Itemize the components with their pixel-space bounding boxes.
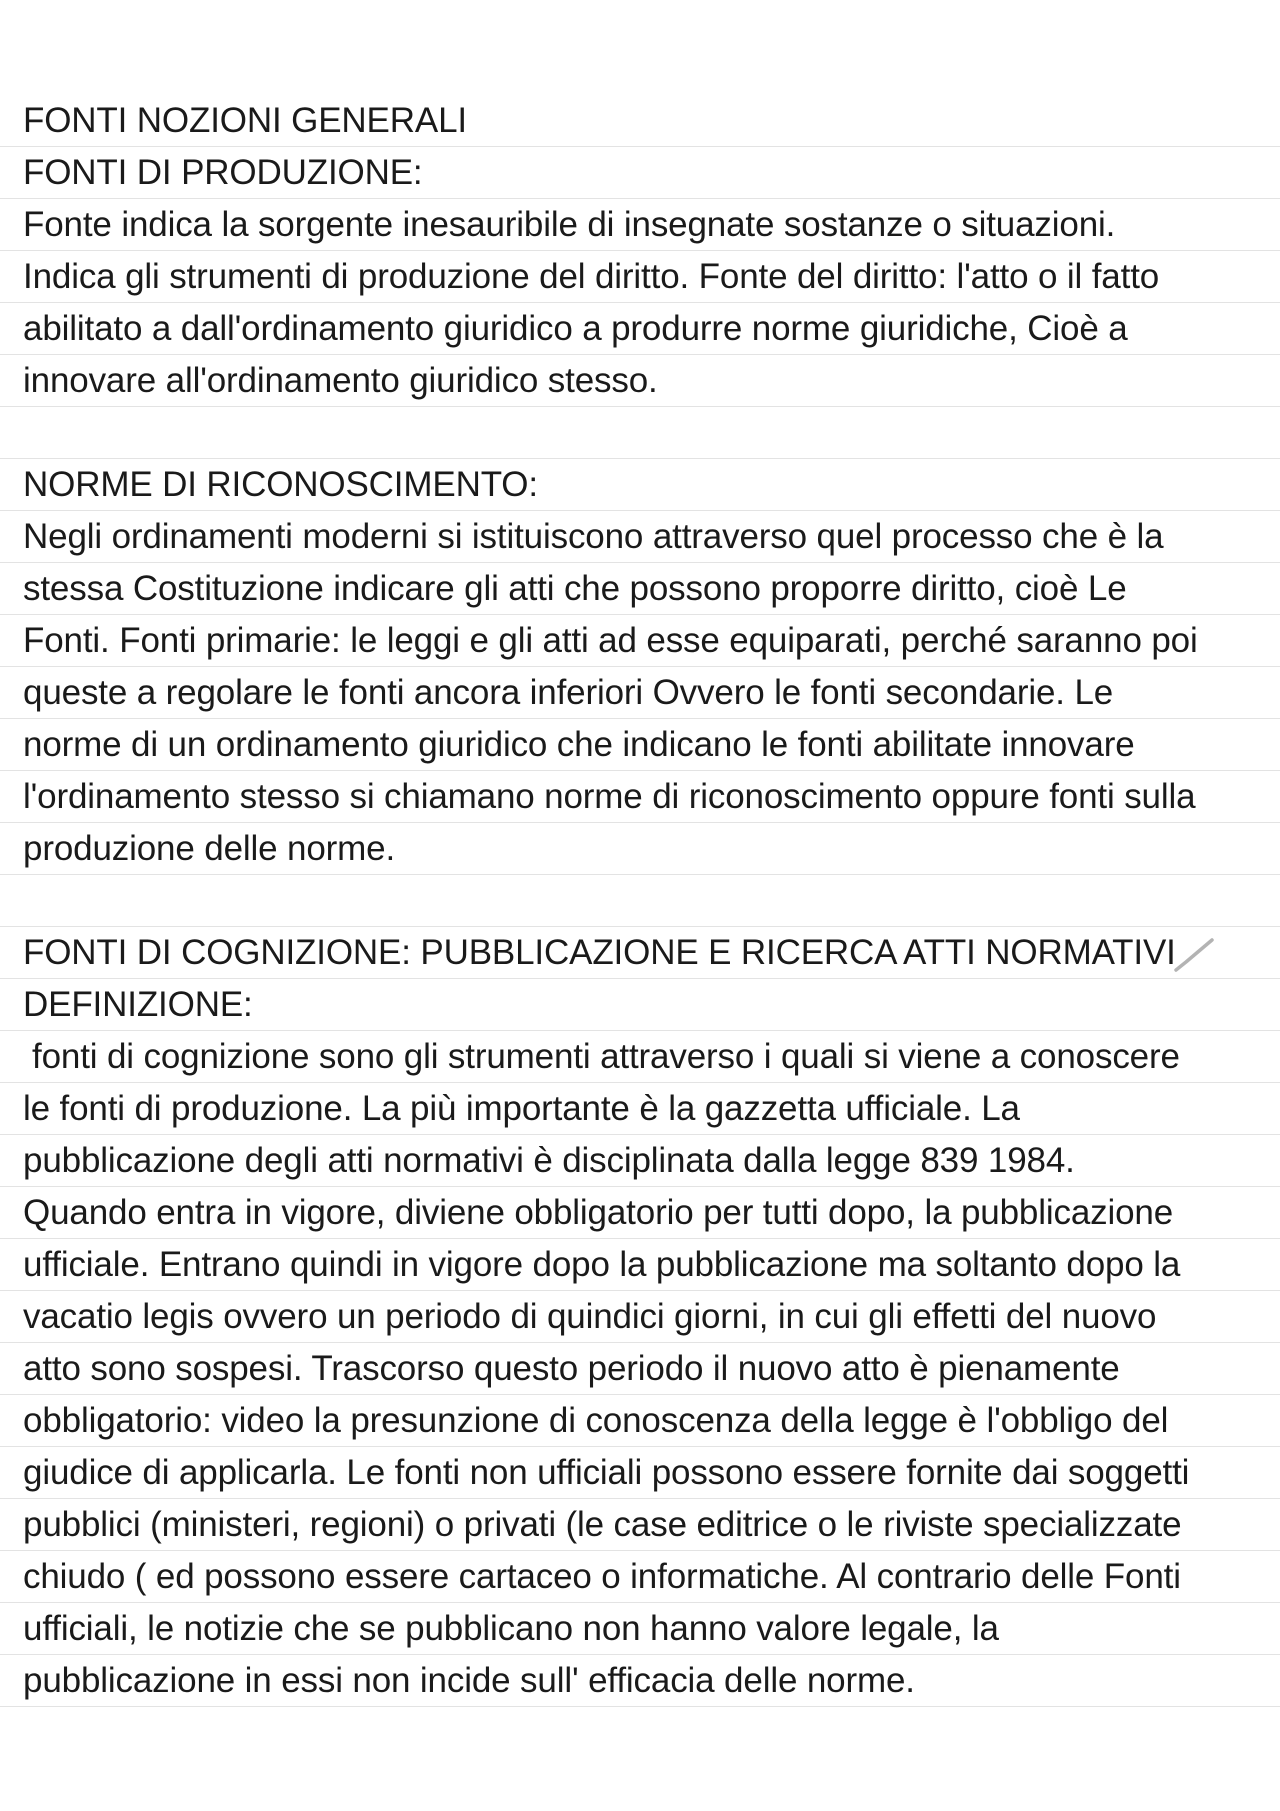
text-line: Negli ordinamenti moderni si istituiscono attraverso quel processo che è la bbox=[0, 511, 1280, 563]
text-line: pubblicazione in essi non incide sull' efficacia delle norme. bbox=[0, 1655, 1280, 1707]
text-line: vacatio legis ovvero un periodo di quindici giorni, in cui gli effetti del nuovo bbox=[0, 1291, 1280, 1343]
text-line: obbligatorio: video la presunzione di conoscenza della legge è l'obbligo del bbox=[0, 1395, 1280, 1447]
text-line: pubblicazione degli atti normativi è disciplinata dalla legge 839 1984. bbox=[0, 1135, 1280, 1187]
text-line: Quando entra in vigore, diviene obbligatorio per tutti dopo, la pubblicazione bbox=[0, 1187, 1280, 1239]
text-line: stessa Costituzione indicare gli atti che possono proporre diritto, cioè Le bbox=[0, 563, 1280, 615]
ruled-lines bbox=[0, 95, 1280, 1707]
section-subheading-definizione: DEFINIZIONE: bbox=[0, 979, 1280, 1031]
text-line: fonti di cognizione sono gli strumenti attraverso i quali si viene a conoscere bbox=[0, 1031, 1280, 1083]
pencil-check-icon bbox=[1172, 932, 1220, 980]
text-line: innovare all'ordinamento giuridico stesso. bbox=[0, 355, 1280, 407]
section-heading-fonti-di-produzione: FONTI DI PRODUZIONE: bbox=[0, 147, 1280, 199]
text-line: Fonte indica la sorgente inesauribile di insegnate sostanze o situazioni. bbox=[0, 199, 1280, 251]
text-line: l'ordinamento stesso si chiamano norme di riconoscimento oppure fonti sulla bbox=[0, 771, 1280, 823]
text-line: ufficiale. Entrano quindi in vigore dopo la pubblicazione ma soltanto dopo la bbox=[0, 1239, 1280, 1291]
text-line: queste a regolare le fonti ancora inferiori Ovvero le fonti secondarie. Le bbox=[0, 667, 1280, 719]
text-line: le fonti di produzione. La più importante è la gazzetta ufficiale. La bbox=[0, 1083, 1280, 1135]
text-line: atto sono sospesi. Trascorso questo periodo il nuovo atto è pienamente bbox=[0, 1343, 1280, 1395]
blank-line bbox=[0, 407, 1280, 459]
text-line: norme di un ordinamento giuridico che indicano le fonti abilitate innovare bbox=[0, 719, 1280, 771]
text-line: ufficiali, le notizie che se pubblicano non hanno valore legale, la bbox=[0, 1603, 1280, 1655]
text-line: Fonti. Fonti primarie: le leggi e gli atti ad esse equiparati, perché saranno poi bbox=[0, 615, 1280, 667]
text-line: chiudo ( ed possono essere cartaceo o informatiche. Al contrario delle Fonti bbox=[0, 1551, 1280, 1603]
section-heading-fonti-di-cognizione: FONTI DI COGNIZIONE: PUBBLICAZIONE E RICERCA ATTI NORMATIVI bbox=[0, 927, 1280, 979]
text-line: produzione delle norme. bbox=[0, 823, 1280, 875]
blank-line bbox=[0, 875, 1280, 927]
text-line: abilitato a dall'ordinamento giuridico a produrre norme giuridiche, Cioè a bbox=[0, 303, 1280, 355]
section-heading-norme-di-riconoscimento: NORME DI RICONOSCIMENTO: bbox=[0, 459, 1280, 511]
text-line: Indica gli strumenti di produzione del diritto. Fonte del diritto: l'atto o il fatto bbox=[0, 251, 1280, 303]
document-title: FONTI NOZIONI GENERALI bbox=[0, 95, 1280, 147]
text-line: pubblici (ministeri, regioni) o privati (le case editrice o le riviste specializzate bbox=[0, 1499, 1280, 1551]
text-line: giudice di applicarla. Le fonti non ufficiali possono essere fornite dai soggetti bbox=[0, 1447, 1280, 1499]
